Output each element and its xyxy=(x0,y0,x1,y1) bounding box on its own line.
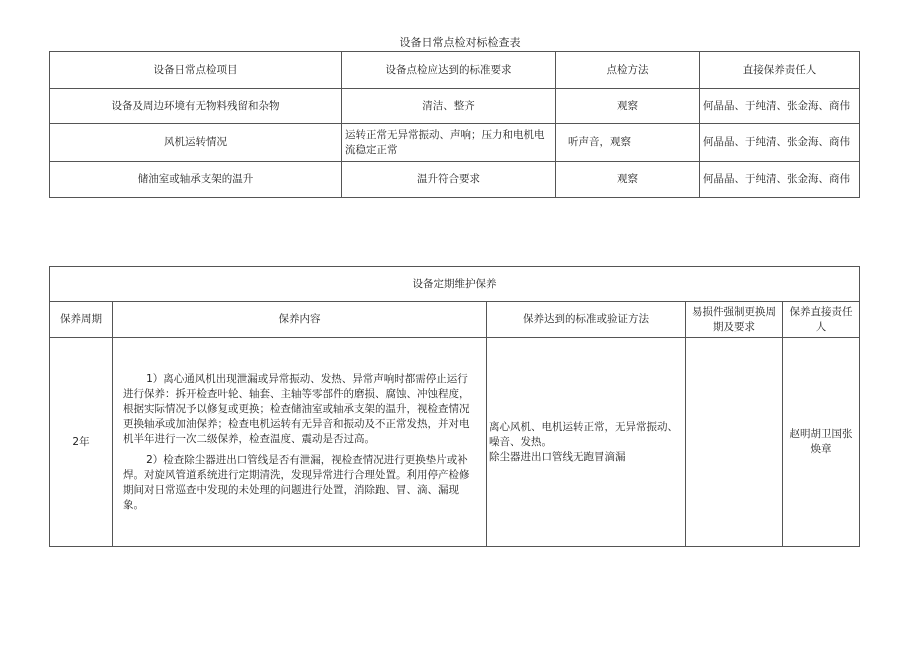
header-method: 点检方法 xyxy=(556,52,700,89)
check-method: 观察 xyxy=(556,162,700,198)
table-row xyxy=(50,89,860,124)
check-standard: 温升符合要求 xyxy=(342,162,556,198)
header-content: 保养内容 xyxy=(113,302,487,338)
header-person: 直接保养责任人 xyxy=(700,52,860,89)
check-person: 何晶晶、于纯清、张金海、商伟 xyxy=(700,162,860,198)
maintenance-cycle: 2年 xyxy=(50,338,113,547)
check-standard: 运转正常无异常振动、声响；压力和电机电流稳定正常 xyxy=(342,124,556,162)
standard-line-2: 除尘器进出口管线无跑冒滴漏 xyxy=(489,450,626,463)
header-check-item: 设备日常点检项目 xyxy=(50,52,342,89)
daily-check-title: 设备日常点检对标检查表 xyxy=(399,36,521,49)
standard-line-1: 离心风机、电机运转正常，无异常振动、噪音、发热。 xyxy=(489,420,678,448)
check-item: 储油室或轴承支架的温升 xyxy=(50,162,342,198)
periodic-title-row xyxy=(50,267,860,302)
check-person: 何晶晶、于纯清、张金海、商伟 xyxy=(700,89,860,124)
table-row xyxy=(50,338,860,547)
header-responsible: 保养直接责任人 xyxy=(783,302,860,338)
check-item: 风机运转情况 xyxy=(50,124,342,162)
table-row xyxy=(50,162,860,198)
maintenance-content xyxy=(113,338,487,547)
maintenance-person: 赵明胡卫国张焕章 xyxy=(783,338,860,547)
daily-check-table xyxy=(49,51,860,198)
periodic-title: 设备定期维护保养 xyxy=(50,267,860,302)
content-paragraph-2: 2）检查除尘器进出口管线是否有泄漏，视检查情况进行更换垫片或补焊。对旋风管道系统进行定期清洗，发现异常进行合理处置。利用停产检修期间对日常巡查中发现的未处理的问题进行处置，消除跑、冒、滴、漏现象。 xyxy=(123,453,470,511)
check-standard: 清洁、整齐 xyxy=(342,89,556,124)
check-method: 观察 xyxy=(556,89,700,124)
content-paragraph-1: 1）离心通风机出现泄漏或异常振动、发热、异常声响时都需停止运行进行保养：拆开检查叶轮、轴套、主轴等零部件的磨损、腐蚀、冲蚀程度，根据实际情况予以修复或更换；检查储油室或轴承支架的温升，视检查情况更换轴承或加油保养；检查电机运转有无异音和振动及不正常发热，并对电机半年进行一次二级保养，检查温度、震动是否过高。 xyxy=(123,372,470,445)
header-standard: 设备点检应达到的标准要求 xyxy=(342,52,556,89)
parts-replacement xyxy=(686,338,783,547)
check-item: 设备及周边环境有无物料残留和杂物 xyxy=(50,89,342,124)
daily-check-header-row xyxy=(50,52,860,89)
header-parts: 易损件强制更换周期及要求 xyxy=(686,302,783,338)
check-person: 何晶晶、于纯清、张金海、商伟 xyxy=(700,124,860,162)
check-method: 听声音，观察 xyxy=(556,124,700,162)
table-row xyxy=(50,124,860,162)
header-cycle: 保养周期 xyxy=(50,302,113,338)
periodic-maintenance-table xyxy=(49,266,860,547)
maintenance-standard xyxy=(487,338,686,547)
periodic-header-row xyxy=(50,302,860,338)
header-verification: 保养达到的标准或验证方法 xyxy=(487,302,686,338)
